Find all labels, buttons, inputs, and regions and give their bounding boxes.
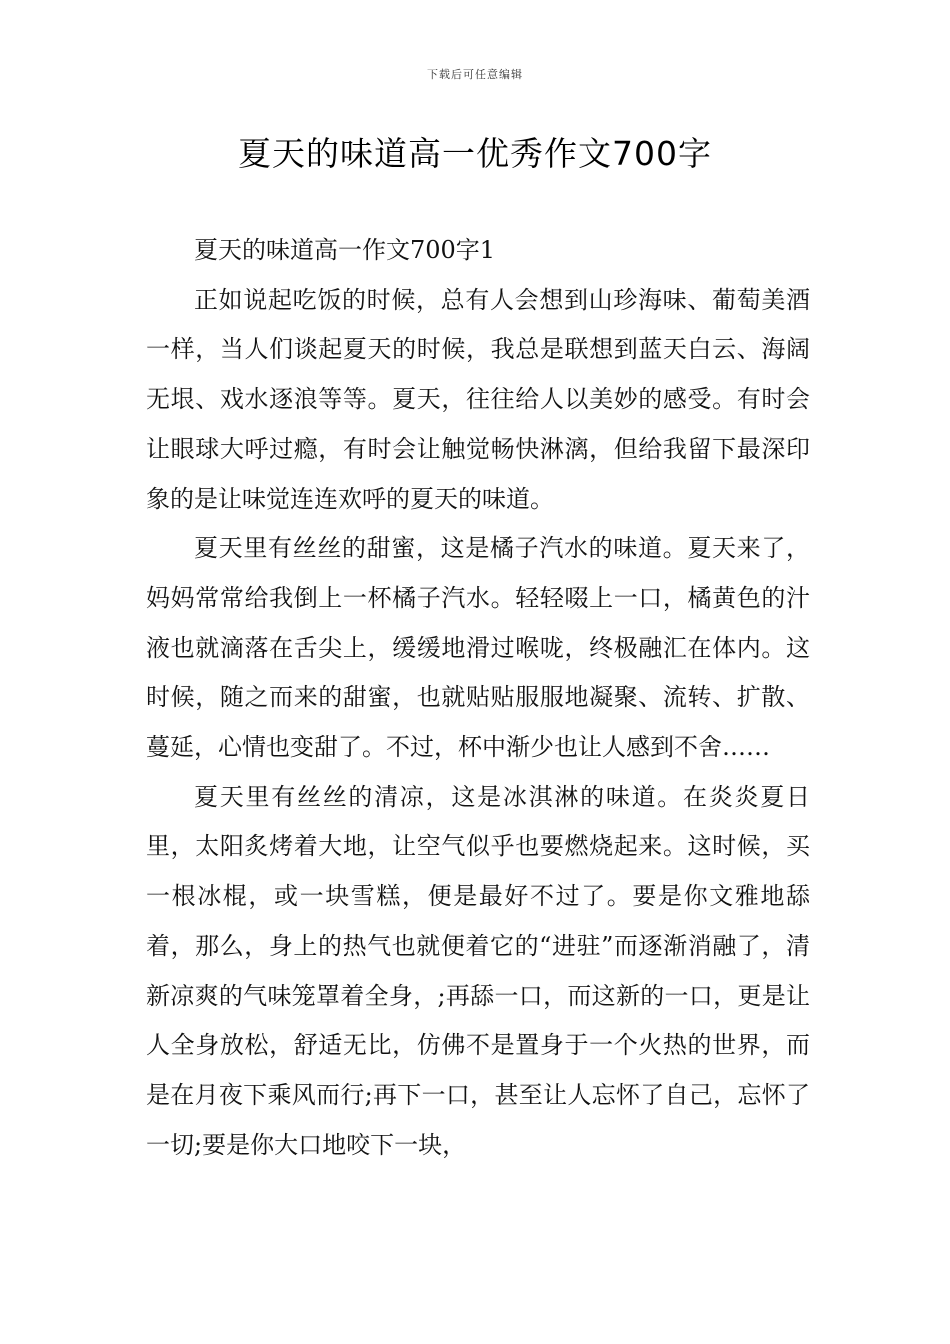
paragraph-1: 正如说起吃饭的时候，总有人会想到山珍海味、葡萄美酒一样，当人们谈起夏天的时候，我总是联想到蓝天白云、海阔无垠、戏水逐浪等等。夏天，往往给人以美妙的感受。有时会让眼球大呼过瘾，有时会让触觉畅快淋漓，但给我留下最深印象的是让味觉连连欢呼的夏天的味道。 [146, 285, 810, 513]
document-title: 夏天的味道高一优秀作文700字 [238, 134, 712, 173]
paragraph-3: 夏天里有丝丝的清凉，这是冰淇淋的味道。在炎炎夏日里，太阳炙烤着大地，让空气似乎也要燃烧起来。这时候，买一根冰棍，或一块雪糕，便是最好不过了。要是你文雅地舔着，那么，身上的热气也就便着它的“进驻”而逐渐消融了，清新凉爽的气味笼罩着全身，;再舔一口，而这新的一口，更是让人全身放松，舒适无比，仿佛不是置身于一个火热的世界，而是在月夜下乘风而行;再下一口，甚至让人忘怀了自己，忘怀了一切;要是你大口地咬下一块， [146, 782, 810, 1159]
header-note: 下载后可任意编辑 [427, 68, 523, 81]
paragraph-2: 夏天里有丝丝的甜蜜，这是橘子汽水的味道。夏天来了，妈妈常常给我倒上一杯橘子汽水。轻轻啜上一口，橘黄色的汁液也就滴落在舌尖上，缓缓地滑过喉咙，终极融汇在体内。这时候，随之而来的甜蜜，也就贴贴服服地凝聚、流转、扩散、蔓延，心情也变甜了。不过，杯中渐少也让人感到不舍…… [146, 534, 810, 762]
document-body [146, 226, 810, 1170]
section-subtitle: 夏天的味道高一作文700字1 [194, 236, 496, 264]
